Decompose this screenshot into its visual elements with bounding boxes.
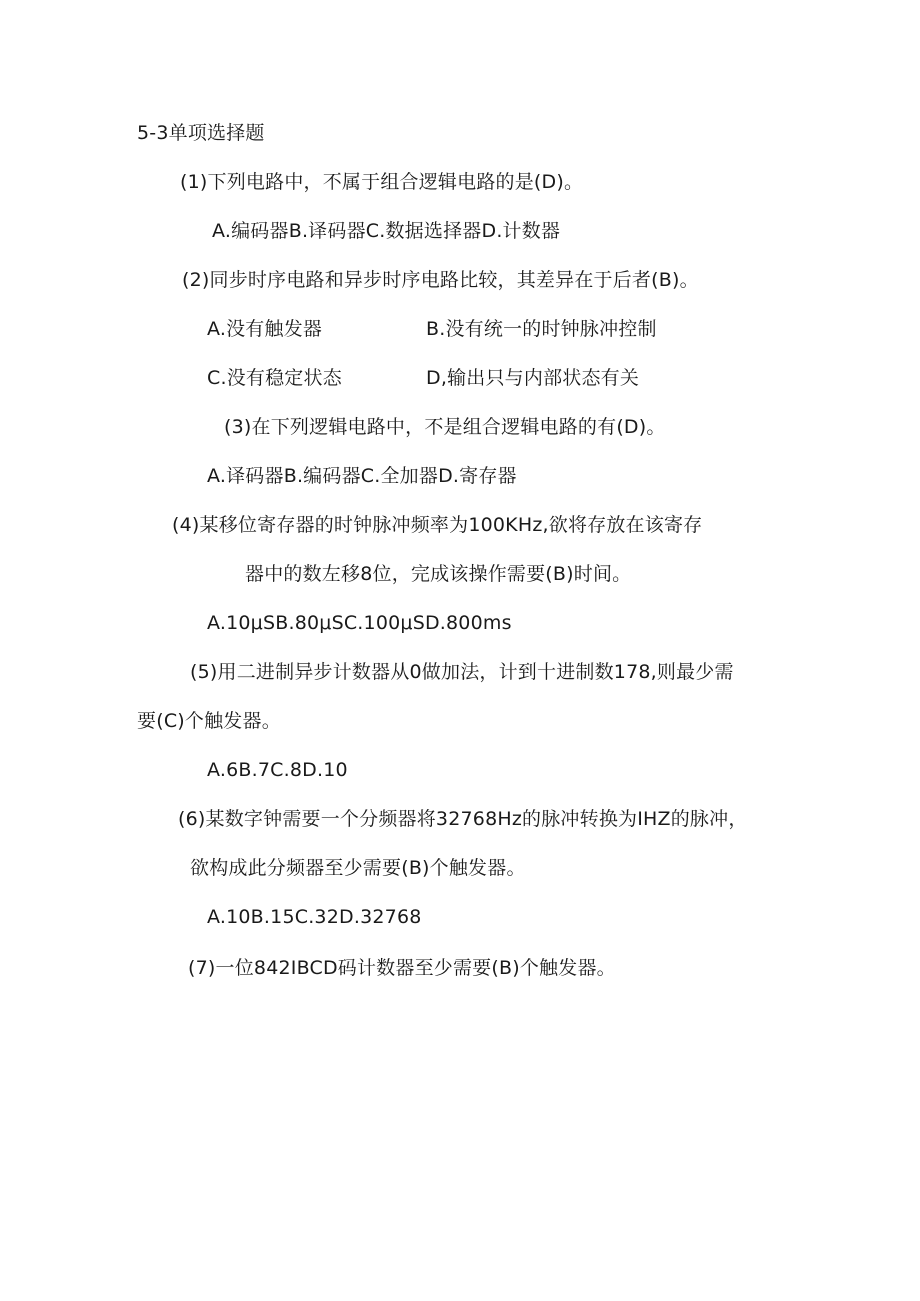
question-1-options: A.编码器B.译码器C.数据选择器D.计数器 [212, 220, 561, 242]
question-2-option-d: D,输出只与内部状态有关 [426, 367, 640, 389]
question-5-options: A.6B.7C.8D.10 [207, 759, 348, 781]
question-7-stem: (7)一位842IBCD码计数器至少需要(B)个触发器。 [188, 957, 616, 979]
question-2-option-c: C.没有稳定状态 [207, 367, 342, 389]
question-3-options: A.译码器B.编码器C.全加器D.寄存器 [207, 465, 517, 487]
question-4-stem: (4)某移位寄存器的时钟脉冲频率为100KHz,欲将存放在该寄存 [172, 514, 703, 536]
section-title: 5-3单项选择题 [137, 122, 265, 144]
question-2-stem: (2)同步时序电路和异步时序电路比较，其差异在于后者(B)。 [182, 269, 699, 291]
question-2-option-a: A.没有触发器 [207, 318, 323, 340]
question-1-stem: (1)下列电路中，不属于组合逻辑电路的是(D)。 [180, 171, 584, 193]
question-4-stem-continued: 器中的数左移8位，完成该操作需要(B)时间。 [245, 563, 632, 585]
question-6-stem: (6)某数字钟需要一个分频器将32768Hz的脉冲转换为IHZ的脉冲， [178, 808, 748, 830]
question-5-stem: (5)用二进制异步计数器从0做加法，计到十进制数178,则最少需 [190, 661, 734, 683]
question-6-options: A.10B.15C.32D.32768 [207, 906, 422, 928]
question-6-stem-continued: 欲构成此分频器至少需要(B)个触发器。 [190, 857, 526, 879]
question-5-stem-continued: 要(C)个触发器。 [137, 710, 281, 732]
question-3-stem: (3)在下列逻辑电路中，不是组合逻辑电路的有(D)。 [224, 416, 666, 438]
question-2-option-b: B.没有统一的时钟脉冲控制 [426, 318, 657, 340]
question-4-options: A.10μSB.80μSC.100μSD.800ms [207, 612, 512, 634]
